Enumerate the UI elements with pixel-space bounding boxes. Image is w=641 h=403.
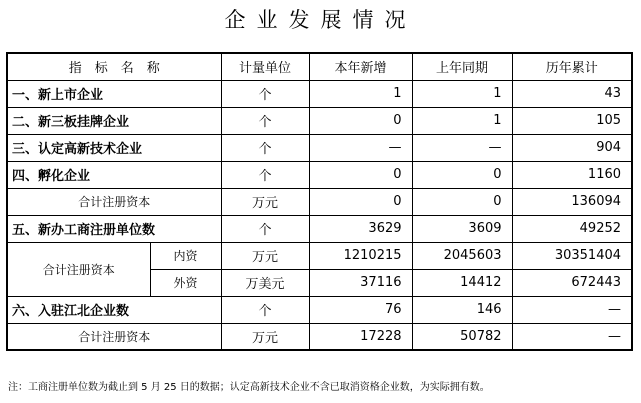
table-row [7,215,632,242]
table-row [7,80,632,107]
prev-cell: 3609 [412,215,512,242]
total-cell: 49252 [512,215,632,242]
page-title: 企业发展情况 [224,8,417,32]
table-row [7,323,632,350]
new-cell: 1 [309,80,412,107]
total-cell: — [512,323,632,350]
new-cell: 0 [309,161,412,188]
new-cell: 0 [309,188,412,215]
prev-cell: 50782 [412,323,512,350]
new-cell: 37116 [309,269,412,296]
total-cell: — [512,296,632,323]
total-cell: 136094 [512,188,632,215]
unit-cell: 个 [221,296,309,323]
new-cell: 1210215 [309,242,412,269]
table-header-row [7,53,632,80]
unit-cell: 万元 [221,242,309,269]
table-row [7,296,632,323]
prev-cell: 14412 [412,269,512,296]
new-cell: 3629 [309,215,412,242]
row-label: 一、新上市企业 [7,80,221,107]
sub-label-foreign: 外资 [150,269,221,296]
unit-cell: 万元 [221,188,309,215]
unit-cell: 个 [221,107,309,134]
new-cell: 76 [309,296,412,323]
table-row [7,107,632,134]
prev-cell: 146 [412,296,512,323]
prev-cell: 0 [412,188,512,215]
total-cell: 672443 [512,269,632,296]
footnote: 注：工商注册单位数为截止到 5 月 25 日的数据；认定高新技术企业不含已取消资格企业数，为实际拥有数。 [8,382,490,393]
total-cell: 1160 [512,161,632,188]
header-cumulative: 历年累计 [512,53,632,80]
new-cell: 17228 [309,323,412,350]
header-new-this-year: 本年新增 [309,53,412,80]
header-unit: 计量单位 [221,53,309,80]
table-row [7,188,632,215]
row-label: 合计注册资本 [7,242,150,296]
unit-cell: 万美元 [221,269,309,296]
table-row [7,161,632,188]
row-label: 五、新办工商注册单位数 [7,215,221,242]
unit-cell: 个 [221,161,309,188]
prev-cell: 0 [412,161,512,188]
new-cell: 0 [309,107,412,134]
total-cell: 904 [512,134,632,161]
prev-cell: 2045603 [412,242,512,269]
prev-cell: 1 [412,80,512,107]
unit-cell: 个 [221,215,309,242]
unit-cell: 个 [221,80,309,107]
row-label: 合计注册资本 [7,188,221,215]
row-label: 二、新三板挂牌企业 [7,107,221,134]
row-label: 六、入驻江北企业数 [7,296,221,323]
table-row [7,242,632,269]
header-indicator: 指 标 名 称 [7,53,221,80]
unit-cell: 个 [221,134,309,161]
new-cell: — [309,134,412,161]
table-row [7,134,632,161]
header-last-year: 上年同期 [412,53,512,80]
total-cell: 43 [512,80,632,107]
enterprise-development-table [6,52,633,351]
row-label: 三、认定高新技术企业 [7,134,221,161]
row-label: 合计注册资本 [7,323,221,350]
prev-cell: 1 [412,107,512,134]
unit-cell: 万元 [221,323,309,350]
row-label: 四、孵化企业 [7,161,221,188]
sub-label-domestic: 内资 [150,242,221,269]
total-cell: 30351404 [512,242,632,269]
total-cell: 105 [512,107,632,134]
prev-cell: — [412,134,512,161]
